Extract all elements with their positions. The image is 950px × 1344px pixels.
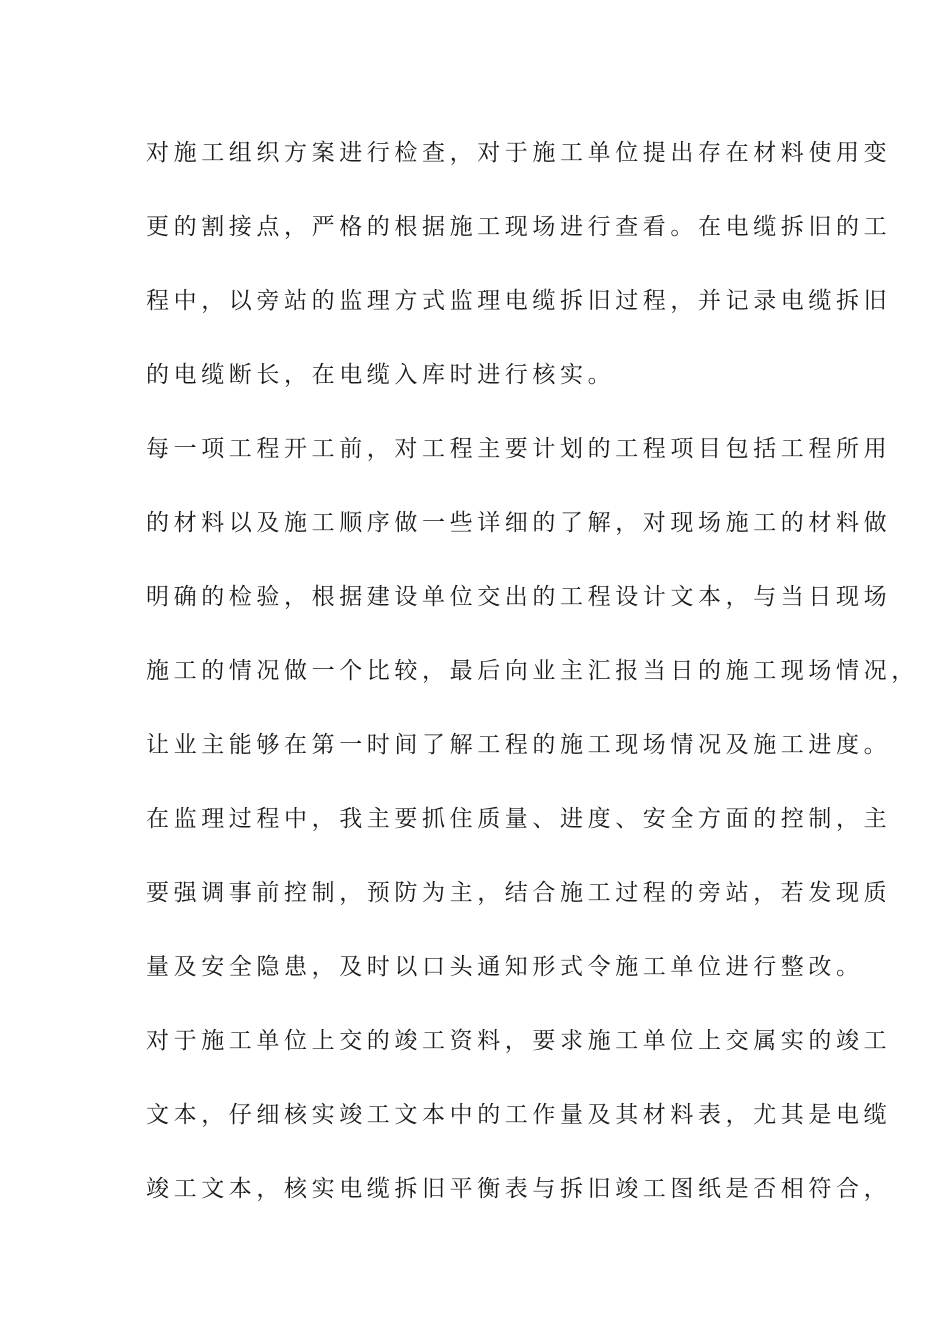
text-line: 每一项工程开工前，对工程主要计划的工程项目包括工程所用 (146, 436, 892, 462)
text-line: 的材料以及施工顺序做一些详细的了解，对现场施工的材料做 (146, 510, 892, 536)
text-line: 更的割接点，严格的根据施工现场进行查看。在电缆拆旧的工 (146, 214, 892, 240)
text-line: 让业主能够在第一时间了解工程的施工现场情况及施工进度。 (146, 732, 892, 758)
document-body (146, 134, 919, 1244)
text-line: 量及安全隐患，及时以口头通知形式令施工单位进行整改。 (146, 954, 864, 980)
text-line: 文本，仔细核实竣工文本中的工作量及其材料表，尤其是电缆 (146, 1102, 892, 1128)
text-line: 明确的检验，根据建设单位交出的工程设计文本，与当日现场 (146, 584, 892, 610)
text-line: 对施工组织方案进行检查，对于施工单位提出存在材料使用变 (146, 140, 892, 166)
text-line: 施工的情况做一个比较，最后向业主汇报当日的施工现场情况， (146, 658, 919, 684)
text-line: 的电缆断长，在电缆入库时进行核实。 (146, 362, 616, 388)
text-line: 要强调事前控制，预防为主，结合施工过程的旁站，若发现质 (146, 880, 892, 906)
text-line: 程中，以旁站的监理方式监理电缆拆旧过程，并记录电缆拆旧 (146, 288, 892, 314)
text-line: 在监理过程中，我主要抓住质量、进度、安全方面的控制，主 (146, 806, 892, 832)
text-line: 对于施工单位上交的竣工资料，要求施工单位上交属实的竣工 (146, 1028, 892, 1054)
text-line: 竣工文本，核实电缆拆旧平衡表与拆旧竣工图纸是否相符合， (146, 1176, 892, 1202)
